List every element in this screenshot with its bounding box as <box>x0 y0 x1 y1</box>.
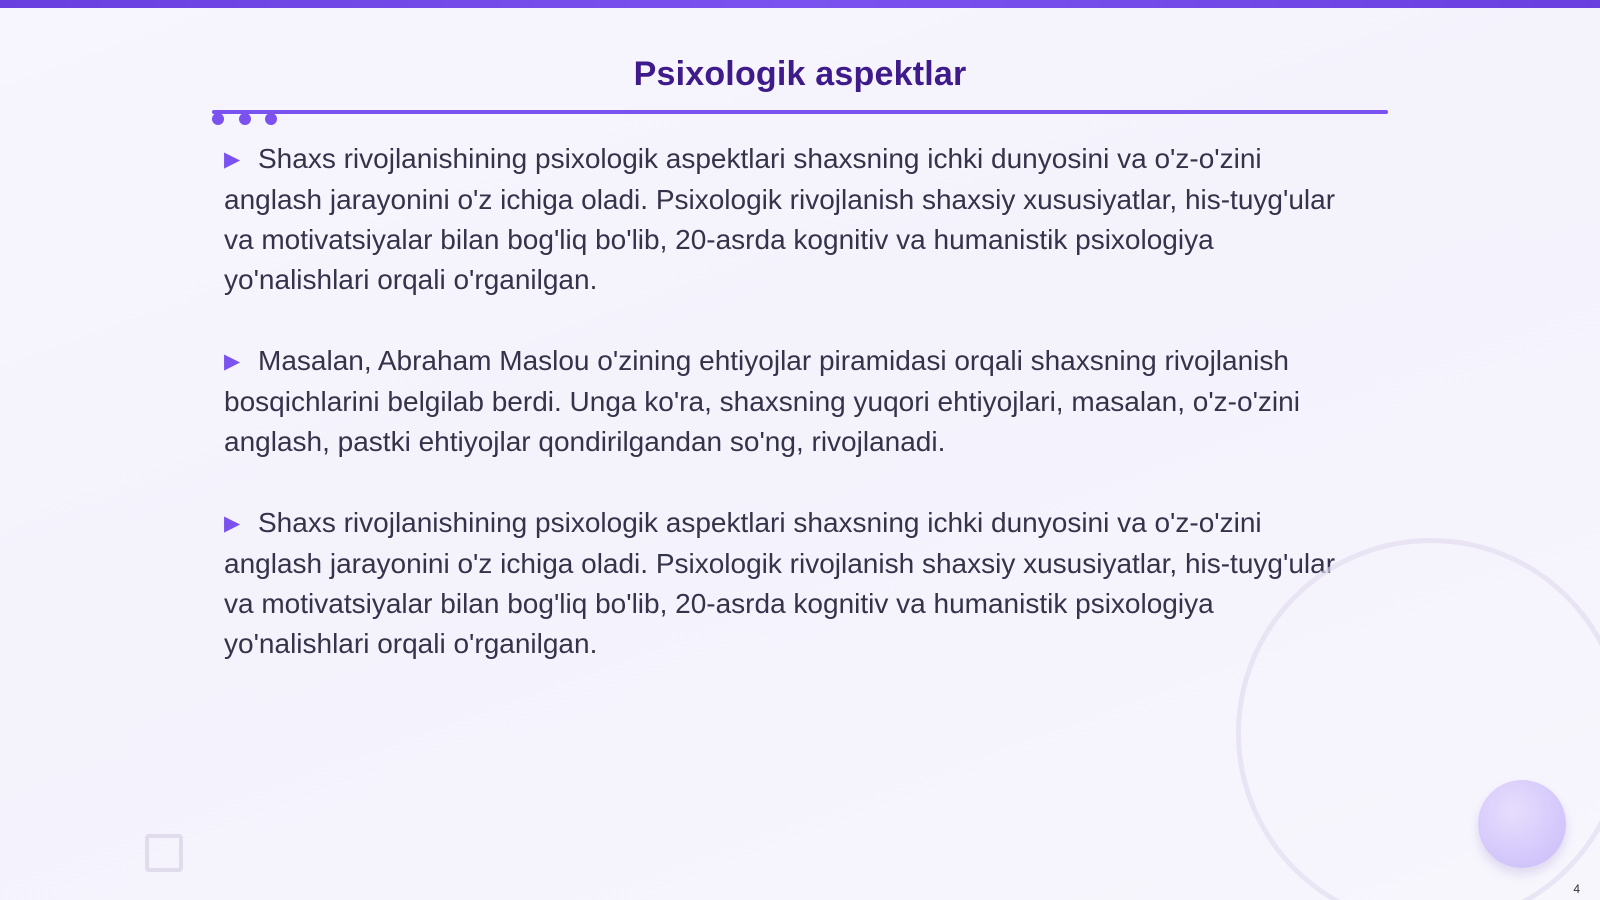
decorative-dot <box>265 113 277 125</box>
slide-title: Psixologik aspektlar <box>633 55 967 93</box>
bullet-item <box>224 341 1354 462</box>
decorative-dot <box>239 113 251 125</box>
bullet-text: Shaxs rivojlanishining psixologik aspektlari shaxsning ichki dunyosini va o'z-o'zini anglash jarayonini o'z ichiga oladi. Psixologik rivojlanish shaxsiy xususiyatlar, his-tuyg'ular va motivatsiyalar bilan bog'liq bo'lib, 20-asrda kognitiv va humanistik psixologiya yo'nalishlari orqali o'rganilgan. <box>224 143 1336 295</box>
decorative-square <box>145 834 183 872</box>
triangle-bullet-icon: ▶ <box>224 148 241 171</box>
page-number: 4 <box>1573 882 1580 896</box>
bullet-item <box>224 139 1354 300</box>
bullet-list <box>224 139 1354 705</box>
decorative-circle <box>1478 780 1566 868</box>
triangle-bullet-icon: ▶ <box>224 350 241 373</box>
top-accent-bar <box>0 0 1600 8</box>
triangle-bullet-icon: ▶ <box>224 512 241 535</box>
bullet-item <box>224 503 1354 664</box>
bullet-text: Masalan, Abraham Maslou o'zining ehtiyojlar piramidasi orqali shaxsning rivojlanish bosqichlarini belgilab berdi. Unga ko'ra, shaxsning yuqori ehtiyojlari, masalan, o'z-o'zini anglash, pastki ehtiyojlar qondirilgandan so'ng, rivojlanadi. <box>224 345 1300 457</box>
title-underline <box>212 110 1388 114</box>
bullet-text: Shaxs rivojlanishining psixologik aspektlari shaxsning ichki dunyosini va o'z-o'zini anglash jarayonini o'z ichiga oladi. Psixologik rivojlanish shaxsiy xususiyatlar, his-tuyg'ular va motivatsiyalar bilan bog'liq bo'lib, 20-asrda kognitiv va humanistik psixologiya yo'nalishlari orqali o'rganilgan. <box>224 507 1336 659</box>
decorative-dot <box>212 113 224 125</box>
